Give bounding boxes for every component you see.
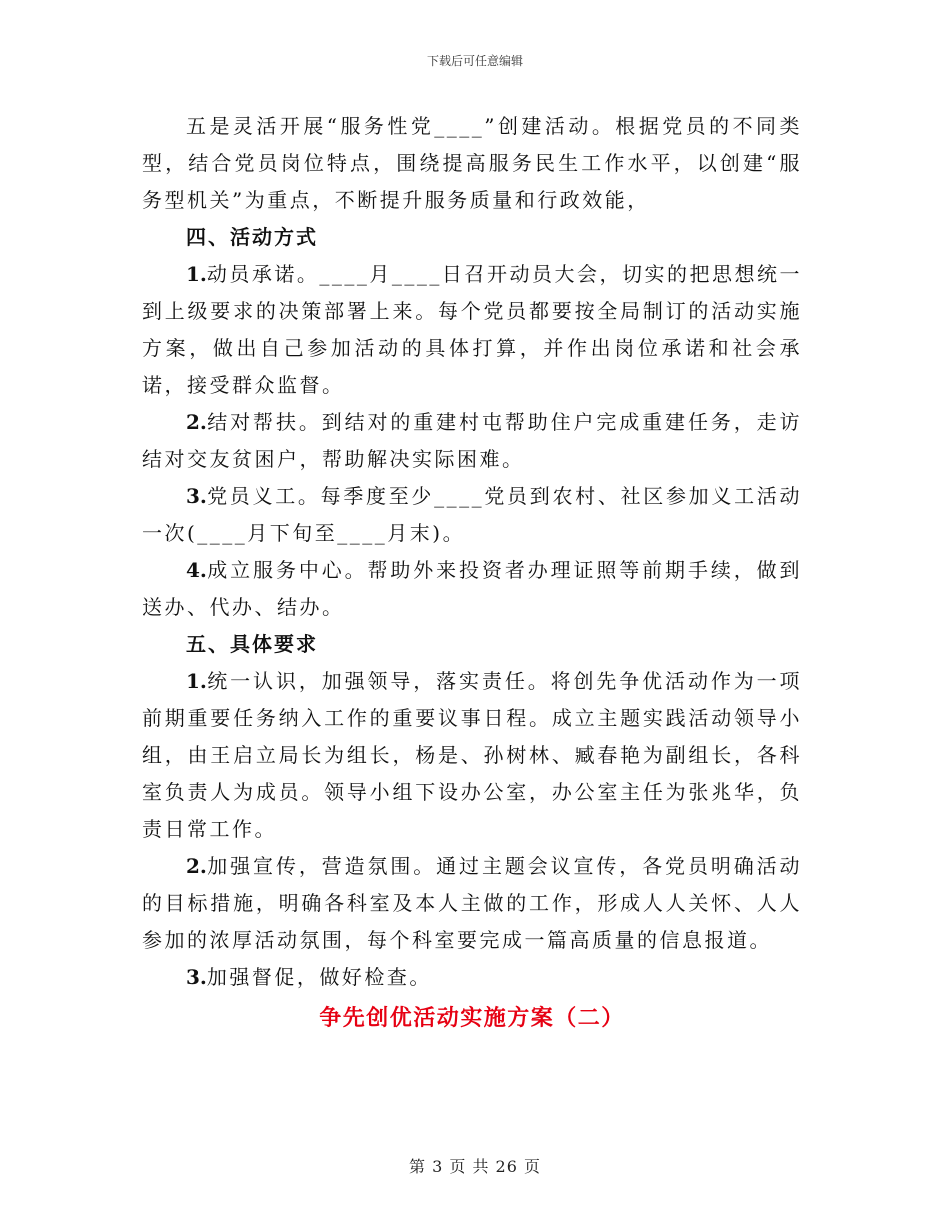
item-text: 动员承诺。____月____日召开动员大会，切实的把思想统一到上级要求的决策部署上来。每个党员都要按全局制订的活动实施方案，做出自己参加活动的具体打算，并作出岗位承诺和社会承诺，接受群众监督。 bbox=[142, 262, 802, 397]
item-number: 4. bbox=[186, 558, 207, 582]
item-number: 3. bbox=[186, 484, 207, 508]
list-item bbox=[142, 663, 802, 848]
item-number: 1. bbox=[186, 262, 207, 286]
item-number: 2. bbox=[186, 854, 207, 878]
item-text: 加强宣传，营造氛围。通过主题会议宣传，各党员明确活动的目标措施，明确各科室及本人主做的工作，形成人人关怀、人人参加的浓厚活动氛围，每个科室要完成一篇高质量的信息报道。 bbox=[142, 854, 802, 952]
item-number: 1. bbox=[186, 669, 207, 693]
page-header-note: 下载后可任意编辑 bbox=[426, 54, 523, 68]
list-item bbox=[142, 848, 802, 959]
list-item bbox=[142, 404, 802, 478]
item-text: 成立服务中心。帮助外来投资者办理证照等前期手续，做到送办、代办、结办。 bbox=[142, 558, 802, 619]
list-item bbox=[142, 552, 802, 626]
item-text: 统一认识，加强领导，落实责任。将创先争优活动作为一项前期重要任务纳入工作的重要议事日程。成立主题实践活动领导小组，由王启立局长为组长，杨是、孙树林、臧春艳为副组长，各科室负责人为成员。领导小组下设办公室，办公室主任为张兆华，负责日常工作。 bbox=[142, 669, 802, 841]
item-text: 党员义工。每季度至少____党员到农村、社区参加义工活动一次(____月下旬至____月末)。 bbox=[142, 484, 802, 545]
item-number: 2. bbox=[186, 410, 207, 434]
list-item bbox=[142, 959, 802, 996]
section-heading: 五、具体要求 bbox=[186, 632, 318, 656]
document-body bbox=[142, 108, 802, 1038]
section-heading: 四、活动方式 bbox=[186, 225, 318, 249]
document-section-title: 争先创优活动实施方案（二） bbox=[319, 1005, 625, 1031]
item-number: 3. bbox=[186, 965, 207, 989]
page-number: 第 3 页 共 26 页 bbox=[409, 1157, 541, 1176]
list-item bbox=[142, 256, 802, 404]
list-item bbox=[142, 478, 802, 552]
paragraph-text: 五是灵活开展“服务性党____”创建活动。根据党员的不同类型，结合党员岗位特点，围绕提高服务民生工作水平，以创建“服务型机关”为重点，不断提升服务质量和行政效能， bbox=[142, 114, 802, 212]
item-text: 加强督促，做好检查。 bbox=[206, 965, 432, 989]
item-text: 结对帮扶。到结对的重建村屯帮助住户完成重建任务，走访结对交友贫困户，帮助解决实际困难。 bbox=[142, 410, 802, 471]
paragraph bbox=[142, 108, 802, 219]
